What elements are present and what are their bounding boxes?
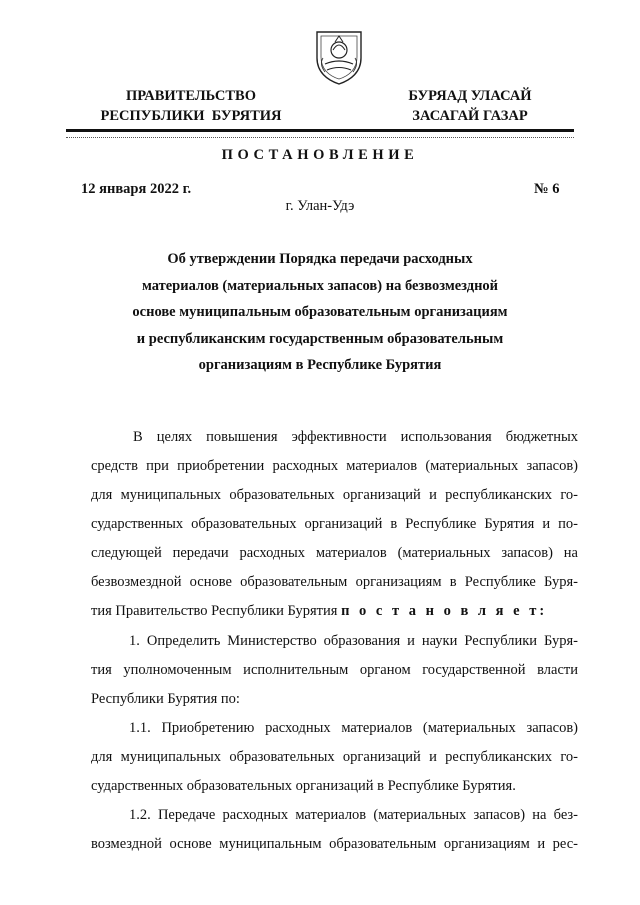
subject-line: материалов (материальных запасов) на безвозмездной [141,277,499,294]
body-line: для муниципальных образовательных организаций и республиканских го- [91,487,578,503]
buryatia-coat-of-arms-icon [313,28,365,86]
body-line: 1.1. Приобретению расходных материалов (материальных запасов) [129,720,578,736]
doc-number: № 6 [534,181,560,197]
body-line: средств при приобретении расходных материалов (материальных запасов) [91,458,578,474]
body-line: 1.2. Передаче расходных материалов (материальных запасов) на без- [129,807,578,823]
header-right [385,86,555,126]
body-line: следующей передачи расходных материалов (материальных запасов) на [91,545,578,561]
doc-date: 12 января 2022 г. [81,181,192,197]
subject-line: и республиканским государственным образовательным [136,330,504,347]
header-left-line1: ПРАВИТЕЛЬСТВО [126,88,256,104]
body-line: безвозмездной основе образовательным организациям в Республике Буря- [91,574,578,590]
header-divider-dotted [66,137,574,138]
body-line-final [91,603,578,620]
header-right-line2: ЗАСАГАЙ ГАЗАР [412,108,528,124]
doc-city: г. Улан-Удэ [285,198,355,214]
body-line: для муниципальных образовательных организаций и республиканских го- [91,749,578,765]
doc-type-title: ПОСТАНОВЛЕНИЕ [221,147,419,163]
header-right-line1: БУРЯАД УЛАСАЙ [408,88,532,104]
subject-line: основе муниципальным образовательным организациям [132,304,508,320]
decree-word: п о с т а н о в л я е т: [341,603,548,619]
body-line: тия уполномоченным исполнительным органом государственной власти [91,662,578,678]
subject-line: Об утверждении Порядка передачи расходных [167,251,473,267]
header-divider [66,129,574,132]
body-line-text: тия Правительство Республики Бурятия [91,603,338,619]
body-line: Республики Бурятия по: [91,691,240,707]
header-left-line2: РЕСПУБЛИКИ БУРЯТИЯ [100,108,282,124]
header-left [86,86,296,126]
body-line: сударственных образовательных организаций в Республике Бурятия. [91,778,516,794]
body-line: 1. Определить Министерство образования и науки Республики Буря- [129,633,578,649]
body-line: сударственных образовательных организаций в Республике Бурятия и по- [91,516,578,532]
doc-subject [120,246,520,379]
subject-line: организациям в Республике Бурятия [198,357,442,373]
body-line: возмездной основе муниципальным образовательным организациям и рес- [91,836,578,852]
body-line: В целях повышения эффективности использования бюджетных [133,429,578,445]
